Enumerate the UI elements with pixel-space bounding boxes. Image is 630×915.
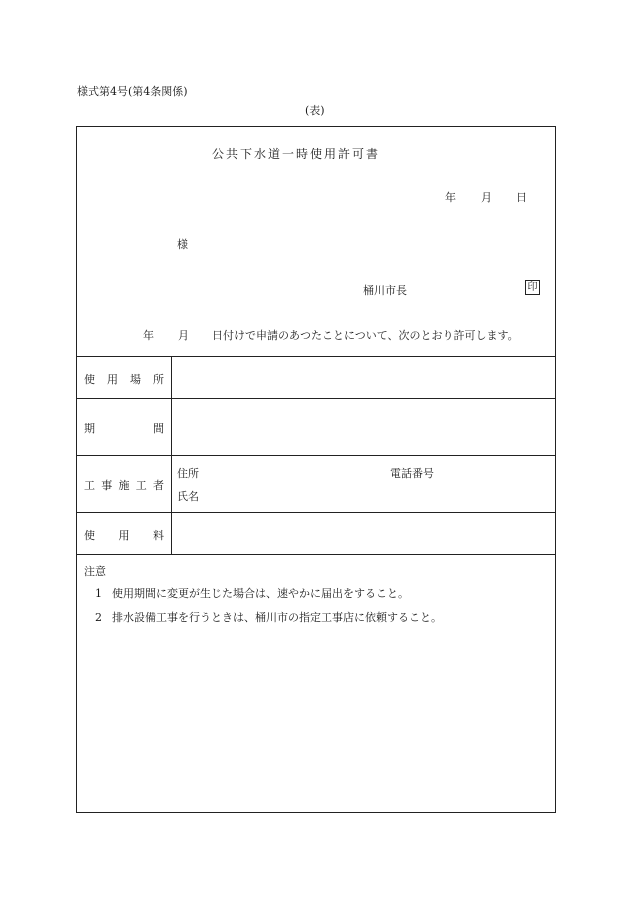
seal-stamp-box: 印 bbox=[525, 280, 540, 295]
note-item bbox=[95, 609, 442, 625]
note-text: 排水設備工事を行うときは、桶川市の指定工事店に依頼すること。 bbox=[112, 611, 442, 624]
label-column-divider bbox=[171, 357, 172, 554]
label-fee bbox=[84, 527, 164, 543]
contractor-address-label: 住所 bbox=[177, 467, 199, 480]
form-number-label: 様式第4号(第4条関係) bbox=[77, 85, 188, 98]
front-side-label: (表) bbox=[305, 104, 325, 117]
divider-fee bbox=[77, 554, 555, 555]
contractor-phone-label: 電話番号 bbox=[390, 467, 434, 480]
label-usage-location bbox=[84, 371, 164, 387]
application-year: 年 bbox=[143, 329, 154, 342]
divider-period bbox=[77, 455, 555, 456]
divider-contractor bbox=[77, 512, 555, 513]
divider-header bbox=[77, 356, 555, 357]
divider-location bbox=[77, 398, 555, 399]
note-number: 2 bbox=[95, 611, 102, 624]
notes-heading: 注意 bbox=[84, 565, 106, 578]
document-title: 公共下水道一時使用許可書 bbox=[212, 147, 381, 161]
permission-statement: 日付けで申請のあつたことについて、次のとおり許可します。 bbox=[212, 329, 519, 342]
label-usage-location-text: 使用場所 bbox=[84, 373, 164, 386]
issuer-name: 桶川市長 bbox=[363, 284, 407, 297]
note-text: 使用期間に変更が生じた場合は、速やかに届出をすること。 bbox=[112, 587, 409, 600]
label-contractor bbox=[84, 477, 164, 493]
note-number: 1 bbox=[95, 587, 102, 600]
issue-date-day: 日 bbox=[516, 191, 527, 204]
form-frame bbox=[76, 126, 556, 813]
contractor-name-label: 氏名 bbox=[177, 490, 199, 503]
label-period-text: 期間 bbox=[84, 422, 164, 435]
note-item bbox=[95, 585, 409, 601]
addressee-suffix: 様 bbox=[177, 238, 188, 251]
application-month: 月 bbox=[178, 329, 189, 342]
label-fee-text: 使用料 bbox=[84, 529, 164, 542]
issue-date-month: 月 bbox=[481, 191, 492, 204]
label-period bbox=[84, 420, 164, 436]
issue-date-year: 年 bbox=[445, 191, 456, 204]
label-contractor-text: 工事施工者 bbox=[84, 479, 164, 492]
